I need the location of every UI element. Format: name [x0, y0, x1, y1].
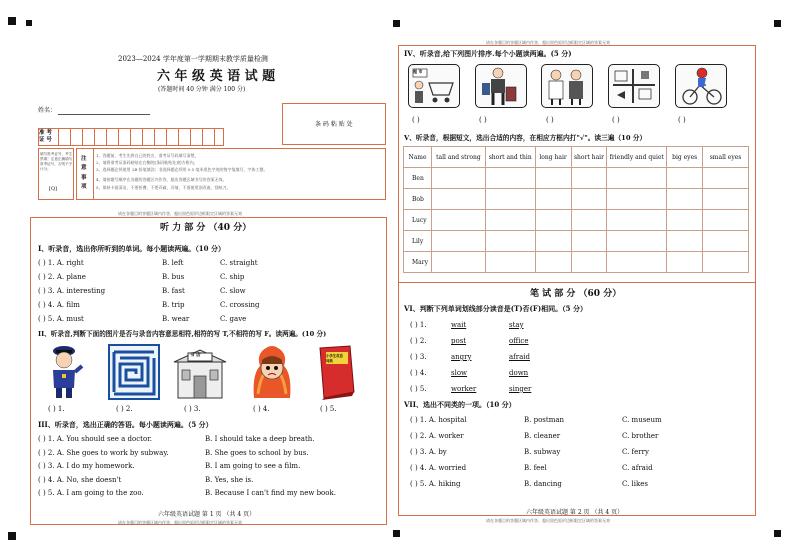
table-cell[interactable]: [571, 210, 607, 231]
registration-mark: [8, 17, 16, 25]
q4-picture-cyclist: [675, 64, 727, 108]
answer-warning: 请在各题目的答题区域内作答，超出黑色矩形边框限定区域的答案无效: [486, 40, 610, 45]
q7-option-b: B. postman: [524, 416, 565, 424]
q4-picture-map: [608, 64, 660, 108]
table-cell[interactable]: [571, 231, 607, 252]
q1-item-b: B. wear: [162, 315, 190, 323]
table-header: short and thin: [485, 147, 535, 168]
table-cell[interactable]: [607, 252, 667, 273]
answer-warning: 请在各题目的答题区域内作答，超出黑色矩形边框限定区域的答案无效: [118, 520, 242, 525]
q1-item-c: C. ship: [220, 273, 245, 281]
q1-item-a[interactable]: ( ) 4. A. film: [38, 301, 80, 309]
q1-item-a[interactable]: ( ) 5. A. must: [38, 315, 84, 323]
angry-girl-icon: [250, 344, 294, 400]
table-cell[interactable]: [485, 210, 535, 231]
answer-warning: 请在各题目的答题区域内作答，超出黑色矩形边框限定区域的答案无效: [118, 211, 242, 216]
registration-mark: [774, 20, 781, 27]
q3-option-a[interactable]: ( ) 2. A. She goes to work by subway.: [38, 449, 169, 457]
name-field[interactable]: [58, 114, 150, 115]
table-cell[interactable]: [431, 168, 485, 189]
q6-word-b: office: [509, 337, 529, 345]
q6-word-b: singer: [509, 385, 532, 393]
notice-item: 5、保持卡面清洁，不要折叠、不要弄破，弄皱，不准使用涂改液、刮纸刀。: [96, 185, 231, 190]
q7-option-c: C. ferry: [622, 448, 649, 456]
table-cell[interactable]: [485, 252, 535, 273]
table-cell[interactable]: [667, 231, 703, 252]
table-cell[interactable]: [431, 252, 485, 273]
q7-option-a[interactable]: ( ) 1. A. hospital: [410, 416, 467, 424]
q2-answer-blank[interactable]: ( ) 5.: [320, 405, 337, 413]
q7-option-c: C. museum: [622, 416, 662, 424]
table-cell[interactable]: [667, 252, 703, 273]
q7-title: VII、选出不同类的一项。（10 分）: [404, 400, 516, 409]
q3-option-a[interactable]: ( ) 3. A. I do my homework.: [38, 462, 135, 470]
registration-mark: [774, 530, 781, 537]
table-cell[interactable]: [431, 231, 485, 252]
q6-title: VI、判断下列单词划线部分读音是(T)否(F)相同。（5 分）: [404, 304, 587, 313]
table-header: tall and strong: [431, 147, 485, 168]
table-row: [404, 168, 749, 189]
table-cell[interactable]: [667, 210, 703, 231]
barcode-label: 条 码 粘 贴 处: [315, 121, 353, 128]
q6-item-number[interactable]: ( ) 1.: [410, 321, 427, 329]
table-cell[interactable]: [703, 168, 749, 189]
registration-mark: [26, 20, 32, 26]
table-row: [404, 231, 749, 252]
q1-item-a[interactable]: ( ) 3. A. interesting: [38, 287, 106, 295]
table-cell[interactable]: [535, 252, 571, 273]
q6-word-b: down: [509, 369, 529, 377]
table-cell[interactable]: [703, 231, 749, 252]
table-row-name: Mary: [404, 252, 432, 273]
main-title: 六 年 级 英 语 试 题: [157, 69, 276, 84]
table-cell[interactable]: [485, 189, 535, 210]
q2-answer-blank[interactable]: ( ) 4.: [253, 405, 270, 413]
answer-region: [398, 45, 756, 516]
table-row: [404, 210, 749, 231]
table-row-name: Lucy: [404, 210, 432, 231]
listening-section-title: 听 力 部 分 （40 分）: [160, 223, 252, 233]
q7-option-a[interactable]: ( ) 3. A. by: [410, 448, 447, 456]
subtitle: (答题时间 40 分钟 满分 100 分): [158, 86, 246, 93]
q2-answer-blank[interactable]: ( ) 2.: [116, 405, 133, 413]
q1-item-a[interactable]: ( ) 2. A. plane: [38, 273, 86, 281]
q4-order-blank[interactable]: ( ): [612, 116, 620, 124]
bicycle-rider-icon: [676, 65, 726, 107]
q1-item-b: B. fast: [162, 287, 185, 295]
q7-option-c: C. brother: [622, 432, 659, 440]
q4-order-blank[interactable]: ( ): [678, 116, 686, 124]
table-cell[interactable]: [607, 210, 667, 231]
table-cell[interactable]: [703, 252, 749, 273]
notice-item: 2、请将准考证条码粘贴在右侧的[条码粘贴处]的方框内。: [96, 160, 198, 165]
registration-mark: [393, 530, 400, 537]
q6-item-number[interactable]: ( ) 2.: [410, 337, 427, 345]
q6-item-number[interactable]: ( ) 3.: [410, 353, 427, 361]
q7-option-c: C. likes: [622, 480, 649, 488]
table-row-name: Ben: [404, 168, 432, 189]
q4-order-blank[interactable]: ( ): [546, 116, 554, 124]
q1-item-c: C. slow: [220, 287, 246, 295]
table-cell[interactable]: [571, 168, 607, 189]
q7-option-c: C. afraid: [622, 464, 653, 472]
q5-title: V、听录音，根据短文，选出合适的内容，在相应方框内打"√"。读三遍（10 分）: [404, 134, 647, 142]
table-row-name: Bob: [404, 189, 432, 210]
q3-option-a[interactable]: ( ) 4. A. No, she doesn't: [38, 476, 122, 484]
police-officer-icon: [44, 344, 84, 400]
page-footer: 六年级英语试题 第 1 页 （共 4 页）: [158, 511, 256, 518]
table-cell[interactable]: [607, 189, 667, 210]
q7-option-b: B. feel: [524, 464, 547, 472]
table-header: Name: [404, 147, 432, 168]
notice-label: 注 意 事 项: [81, 156, 87, 191]
notice-item: 3、选择题必须使用 2B 铅笔填涂；非选择题必须用 0.5 毫米黑色字迹的签字笔填写，字体工整。: [96, 167, 268, 172]
q4-picture-traveller: [475, 64, 527, 108]
q1-item-a[interactable]: ( ) 1. A. right: [38, 259, 84, 267]
maze-icon: [108, 344, 160, 400]
q7-option-a[interactable]: ( ) 5. A. hiking: [410, 480, 461, 488]
dictionary-icon: [314, 344, 358, 402]
doctor-patient-icon: [542, 65, 592, 107]
q2-answer-blank[interactable]: ( ) 1.: [48, 405, 65, 413]
q3-option-b: B. Yes, she is.: [205, 476, 254, 484]
section-divider: [398, 282, 756, 283]
q1-item-c: C. straight: [220, 259, 258, 267]
q3-option-a[interactable]: ( ) 1. A. You should see a doctor.: [38, 435, 152, 443]
table-cell[interactable]: [607, 231, 667, 252]
table-cell[interactable]: [703, 189, 749, 210]
q3-option-b: B. Because I can't find my new book.: [205, 489, 336, 497]
table-cell[interactable]: [431, 210, 485, 231]
route-map-icon: [609, 65, 659, 107]
q6-item-number[interactable]: ( ) 5.: [410, 385, 427, 393]
bookstore-sign-text: 书 店: [190, 353, 201, 358]
q1-item-b: B. left: [162, 259, 184, 267]
notice-side-text: 填写准考证号，考生禁填！注意正确填写准考证号，否则不予计分。: [40, 152, 73, 171]
table-cell[interactable]: [667, 189, 703, 210]
table-header: short hair: [571, 147, 607, 168]
traveller-icon: [476, 65, 526, 107]
table-cell[interactable]: [535, 231, 571, 252]
exam-number-grid[interactable]: [38, 128, 224, 146]
q1-title: I、听录音，选出你所听到的单词。每小题读两遍。（10 分）: [38, 244, 225, 253]
q6-word-b: stay: [509, 321, 524, 329]
table-cell[interactable]: [571, 189, 607, 210]
q3-option-a[interactable]: ( ) 5. A. I am going to the zoo.: [38, 489, 144, 497]
table-row: [404, 189, 749, 210]
q7-option-b: B. cleaner: [524, 432, 561, 440]
table-row: [404, 252, 749, 273]
q7-option-a[interactable]: ( ) 2. A. worker: [410, 432, 464, 440]
q4-order-blank[interactable]: ( ): [412, 116, 420, 124]
registration-mark: [393, 20, 400, 27]
table-header: friendly and quiet: [607, 147, 667, 168]
q3-option-b: B. She goes to school by bus.: [205, 449, 309, 457]
table-cell[interactable]: [607, 168, 667, 189]
notice-side-mark: [Q]: [49, 186, 58, 192]
q6-word-a: slow: [451, 369, 468, 377]
table-cell[interactable]: [703, 210, 749, 231]
table-cell[interactable]: [485, 168, 535, 189]
table-row-name: Lily: [404, 231, 432, 252]
q4-supermarket-sign: 超 市: [413, 69, 423, 74]
table-cell[interactable]: [535, 189, 571, 210]
q3-option-b: B. I am going to see a film.: [205, 462, 301, 470]
registration-mark: [8, 532, 16, 540]
q5-table: [403, 146, 749, 273]
exam-number-label: 准 考 证 号: [39, 130, 52, 143]
page-footer: 六年级英语试题 第 2 页 （共 4 页）: [526, 509, 624, 516]
table-cell[interactable]: [535, 168, 571, 189]
notice-item: 4、请按题号顺序在各题的答题区内作答，超出答题区域书写的答案无效。: [96, 177, 227, 182]
q6-word-a: post: [451, 337, 467, 345]
table-cell[interactable]: [571, 252, 607, 273]
table-header: long hair: [535, 147, 571, 168]
table-header: small eyes: [703, 147, 749, 168]
q1-item-b: B. trip: [162, 301, 185, 309]
table-header-row: [404, 147, 749, 168]
table-cell[interactable]: [667, 168, 703, 189]
q3-title: III、听录音，选出正确的答语。每小题读两遍。（5 分）: [38, 420, 213, 429]
q4-title: IV、听录音,给下列图片排序.每个小题读两遍。(5 分): [404, 49, 572, 58]
q7-option-a[interactable]: ( ) 4. A. worried: [410, 464, 467, 472]
table-cell[interactable]: [431, 189, 485, 210]
q3-option-b: B. I should take a deep breath.: [205, 435, 315, 443]
q4-order-blank[interactable]: ( ): [479, 116, 487, 124]
q4-picture-doctor: [541, 64, 593, 108]
q2-answer-blank[interactable]: ( ) 3.: [184, 405, 201, 413]
table-header: big eyes: [667, 147, 703, 168]
q7-option-b: B. subway: [524, 448, 561, 456]
q1-item-c: C. gave: [220, 315, 247, 323]
q6-word-b: afraid: [509, 353, 531, 361]
q6-word-a: wait: [451, 321, 467, 329]
dictionary-title-text: 小学生英语词典: [326, 354, 343, 363]
name-label: 姓名：: [38, 107, 57, 114]
q2-title: II、听录音,判断下面的图片是否与录音内容意思相符,相符的写 T,不相符的写 F。读两遍。(10 分): [38, 330, 327, 338]
answer-warning: 请在各题目的答题区域内作答，超出黑色矩形边框限定区域的答案无效: [486, 518, 610, 523]
q6-item-number[interactable]: ( ) 4.: [410, 369, 427, 377]
q7-option-b: B. dancing: [524, 480, 562, 488]
table-cell[interactable]: [535, 210, 571, 231]
q6-word-a: angry: [451, 353, 472, 361]
q1-item-b: B. bus: [162, 273, 185, 281]
exam-year-title: 2023—2024 学年度第一学期期末教学质量检测: [118, 55, 268, 63]
q1-item-c: C. crossing: [220, 301, 260, 309]
notice-item: 1、答题前，考生先将自己的姓名、准考证号码填写清楚。: [96, 153, 199, 158]
table-cell[interactable]: [485, 231, 535, 252]
q6-word-a: worker: [451, 385, 477, 393]
written-section-title: 笔 试 部 分 （60 分）: [530, 289, 622, 299]
